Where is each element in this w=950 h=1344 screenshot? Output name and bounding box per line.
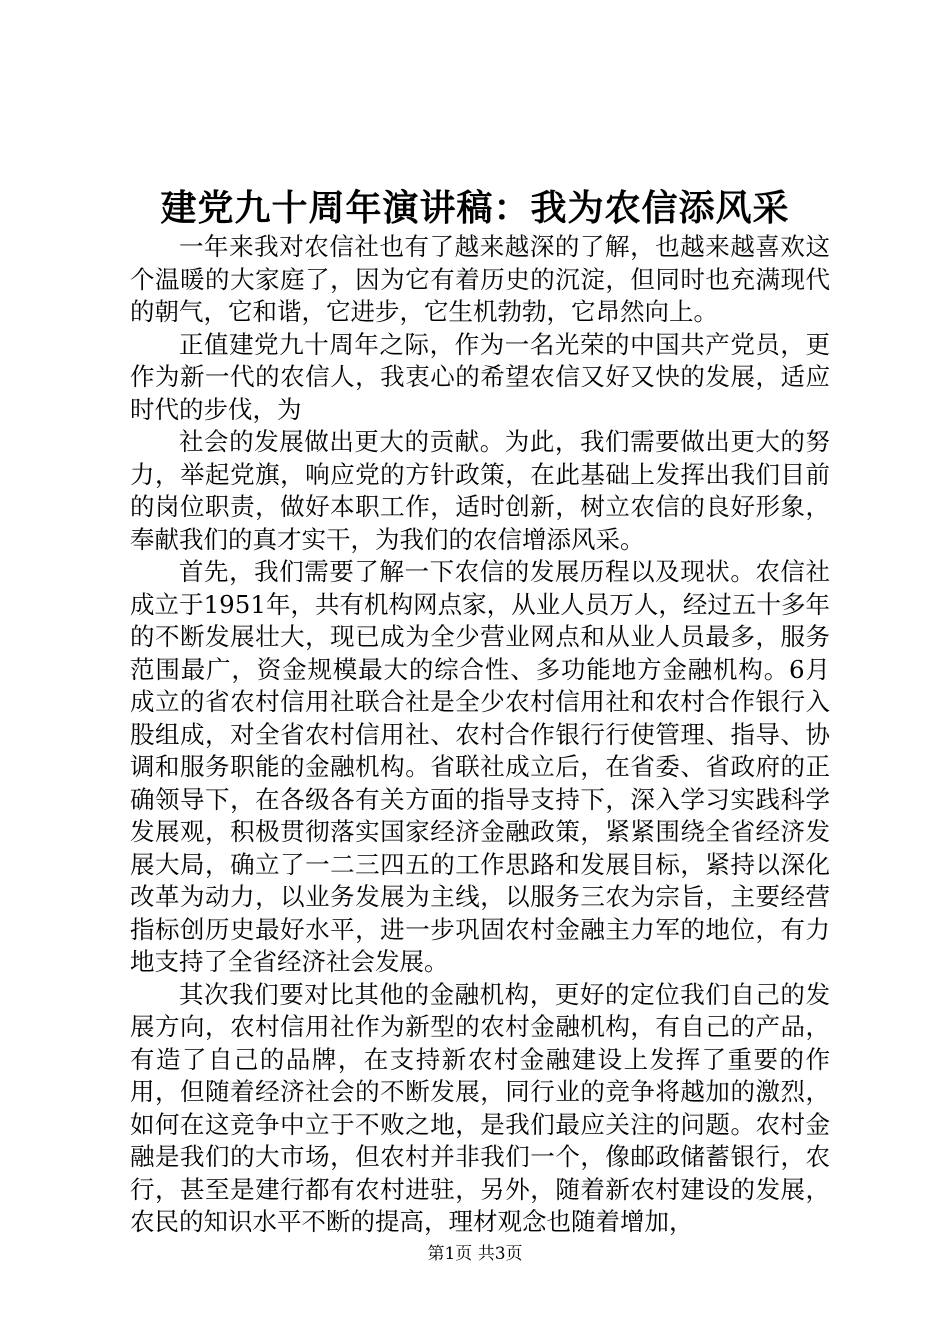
document-title: 建党九十周年演讲稿：我为农信添风采	[160, 187, 790, 229]
document-body	[130, 231, 830, 1239]
paragraph-1: 一年来我对农信社也有了越来越深的了解，也越来越喜欢这个温暖的大家庭了，因为它有着历史的沉淀，但同时也充满现代的朝气，它和谐，它进步，它生机勃勃，它昂然向上。	[130, 232, 830, 326]
page-number-footer: 第1页 共3页	[427, 1244, 523, 1264]
paragraph-2: 正值建党九十周年之际，作为一名光荣的中国共产党员，更作为新一代的农信人，我衷心的希望农信又好又快的发展，适应时代的步伐，为	[130, 329, 830, 424]
paragraph-3: 社会的发展做出更大的贡献。为此，我们需要做出更大的努力，举起党旗，响应党的方针政策，在此基础上发挥出我们目前的岗位职责，做好本职工作，适时创新，树立农信的良好形象，奉献我们的真才实干，为我们的农信增添风采。	[130, 427, 830, 554]
paragraph-4: 首先，我们需要了解一下农信的发展历程以及现状。农信社成立于1951年，共有机构网点家，从业人员万人，经过五十多年的不断发展壮大，现已成为全少营业网点和从业人员最多，服务范围最广，资金规模最大的综合性、多功能地方金融机构。6月成立的省农村信用社联合社是全少农村信用社和农村合作银行入股组成，对全省农村信用社、农村合作银行行使管理、指导、协调和服务职能的金融机构。省联社成立后，在省委、省政府的正确领导下，在各级各有关方面的指导支持下，深入学习实践科学发展观，积极贯彻落实国家经济金融政策，紧紧围绕全省经济发展大局，确立了一二三四五的工作思路和发展目标，紧持以深化改革为动力，以业务发展为主线，以服务三农为宗旨，主要经营指标创历史最好水平，进一步巩固农村金融主力军的地位，有力地支持了全省经济社会发展。	[130, 557, 830, 976]
paragraph-5: 其次我们要对比其他的金融机构，更好的定位我们自己的发展方向，农村信用社作为新型的农村金融机构，有自己的产品，有造了自己的品牌，在支持新农村金融建设上发挥了重要的作用，但随着经济社会的不断发展，同行业的竞争将越加的激烈，如何在这竞争中立于不败之地，是我们最应关注的问题。农村金融是我们的大市场，但农村并非我们一个，像邮政储蓄银行，农行，甚至是建行都有农村进驻，另外，随着新农村建设的发展，农民的知识水平不断的提高，理材观念也随着增加，	[130, 979, 830, 1236]
